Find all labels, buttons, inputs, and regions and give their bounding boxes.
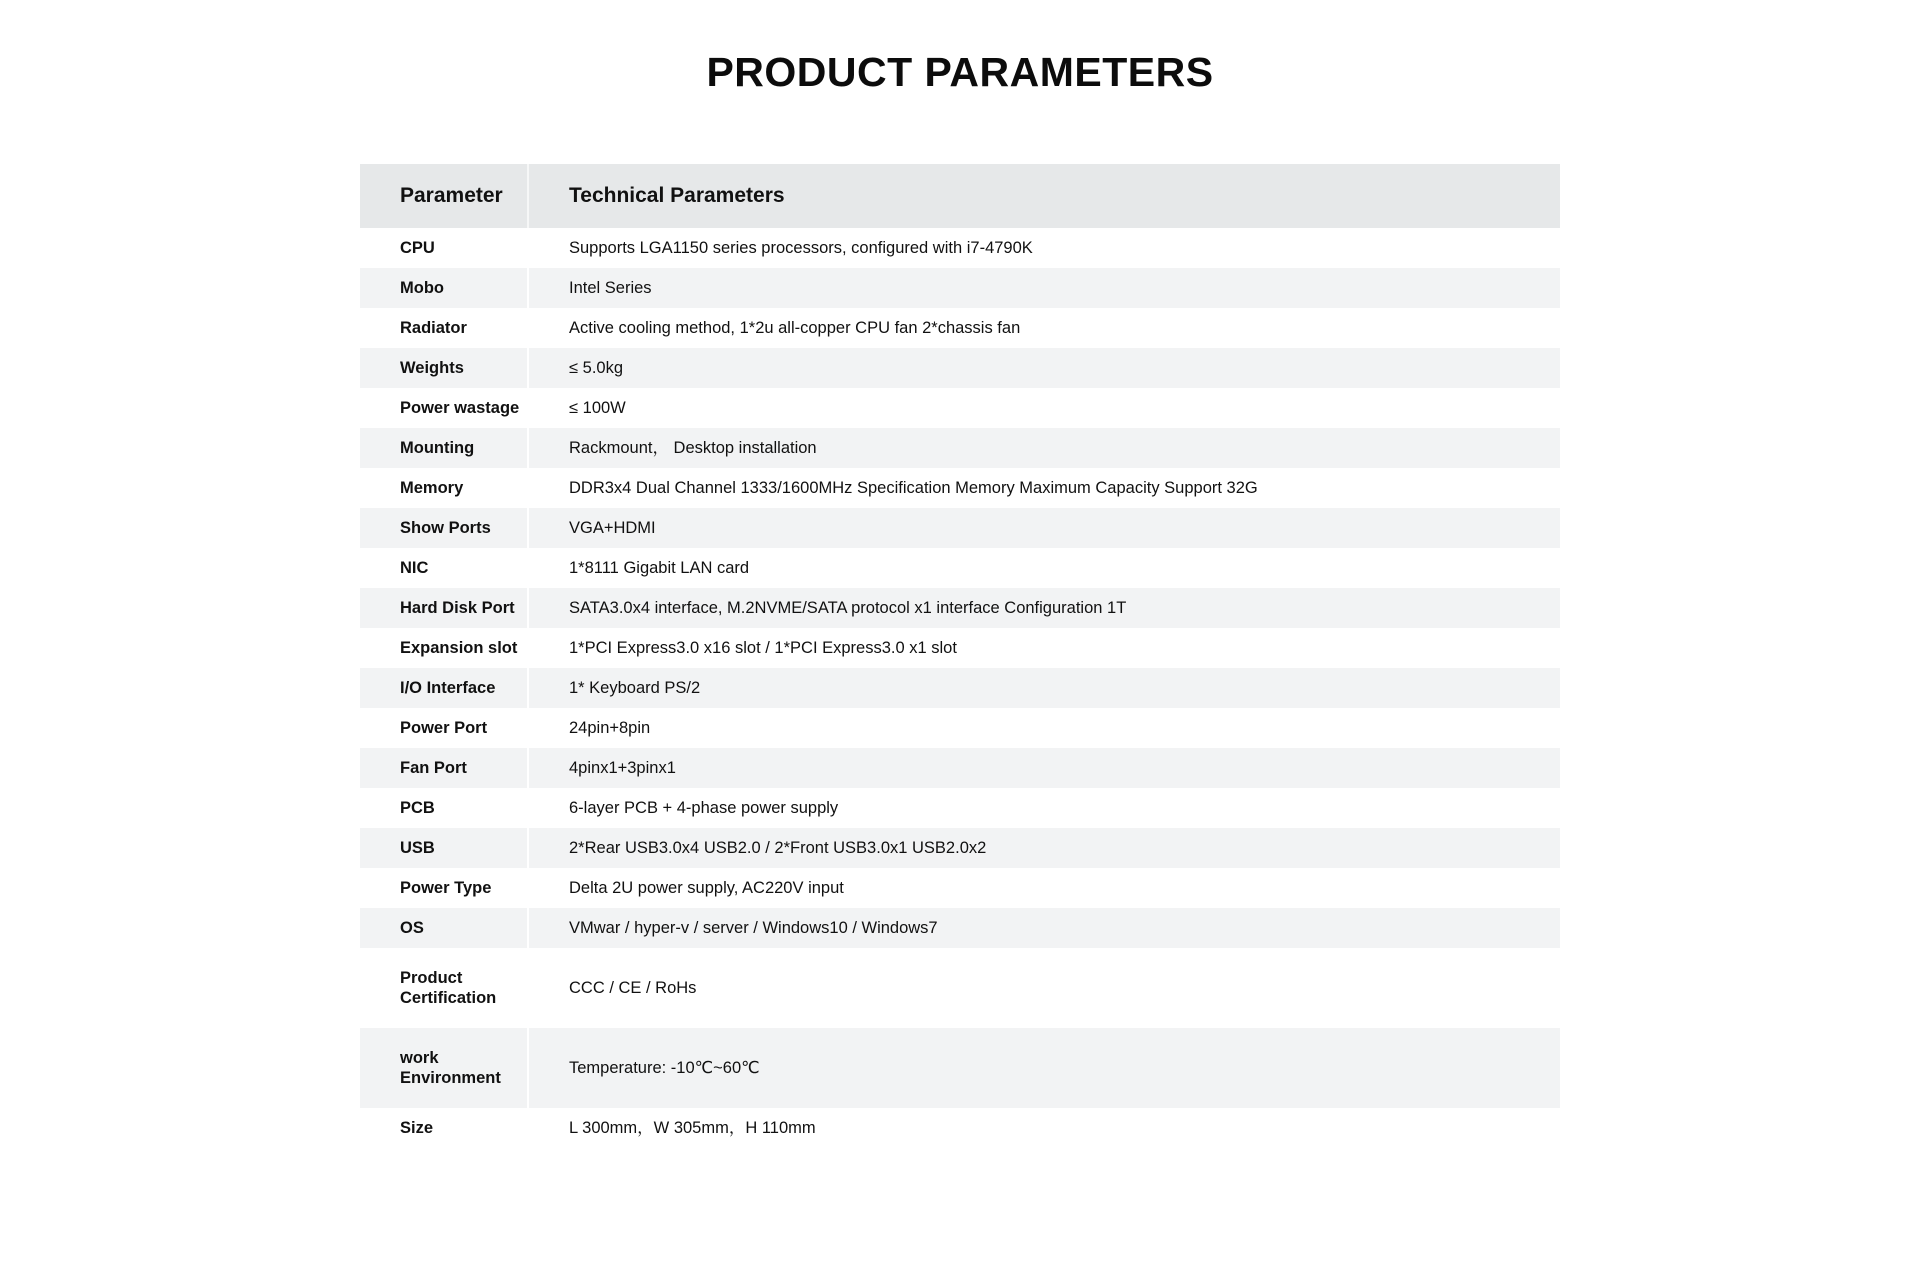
parameter-name: Power Type (360, 868, 528, 908)
parameter-name: Show Ports (360, 508, 528, 548)
table-row (360, 788, 1560, 828)
page-title: PRODUCT PARAMETERS (706, 49, 1214, 95)
table-row (360, 548, 1560, 588)
parameter-value: VMwar / hyper-v / server / Windows10 / Windows7 (528, 908, 1560, 948)
table-row (360, 708, 1560, 748)
parameter-name: Product Certification (360, 948, 528, 1028)
parameter-name: CPU (360, 228, 528, 268)
parameter-name: I/O Interface (360, 668, 528, 708)
table-row (360, 628, 1560, 668)
table-row (360, 668, 1560, 708)
table-row (360, 868, 1560, 908)
parameter-value: 1*PCI Express3.0 x16 slot / 1*PCI Express3.0 x1 slot (569, 639, 957, 657)
parameter-value: 6-layer PCB + 4-phase power supply (569, 799, 839, 817)
parameter-value: ≤ 5.0kg (528, 348, 1560, 388)
parameter-value: 24pin+8pin (569, 719, 651, 737)
parameters-table (360, 164, 1560, 1148)
parameter-value: 1* Keyboard PS/2 (528, 668, 1560, 708)
table-row (360, 908, 1560, 948)
parameter-value: L 300mm，W 305mm，H 110mm (569, 1119, 816, 1137)
column-header-parameter: Parameter (360, 164, 528, 228)
parameter-value: Delta 2U power supply, AC220V input (569, 879, 844, 897)
table-row (360, 348, 1560, 388)
parameter-name: Weights (360, 348, 528, 388)
parameter-name: Mounting (360, 428, 528, 468)
parameter-name: Memory (360, 468, 528, 508)
parameter-value: CCC / CE / RoHs (569, 979, 697, 997)
parameter-value: Temperature: -10℃~60℃ (528, 1028, 1560, 1108)
parameter-value: 1*8111 Gigabit LAN card (569, 559, 750, 577)
column-header-technical-parameters: Technical Parameters (528, 164, 1560, 228)
table-row (360, 1028, 1560, 1108)
table-row (360, 948, 1560, 1028)
table-row (360, 468, 1560, 508)
table-row (360, 428, 1560, 468)
parameter-name: Fan Port (360, 748, 528, 788)
parameter-name: Mobo (360, 268, 528, 308)
parameter-value: DDR3x4 Dual Channel 1333/1600MHz Specification Memory Maximum Capacity Support 32G (569, 479, 1258, 497)
parameter-value: SATA3.0x4 interface, M.2NVME/SATA protocol x1 interface Configuration 1T (528, 588, 1560, 628)
table-row (360, 828, 1560, 868)
parameter-name: Size (360, 1108, 528, 1148)
parameter-value: VGA+HDMI (528, 508, 1560, 548)
table-row (360, 508, 1560, 548)
parameter-value: Active cooling method, 1*2u all-copper CPU fan 2*chassis fan (569, 319, 1021, 337)
parameter-value: ≤ 100W (569, 399, 626, 417)
table-row (360, 588, 1560, 628)
parameter-name: Hard Disk Port (360, 588, 528, 628)
table-row (360, 388, 1560, 428)
parameter-value: Rackmount， Desktop installation (528, 428, 1560, 468)
parameter-value: 4pinx1+3pinx1 (528, 748, 1560, 788)
parameter-value: Intel Series (528, 268, 1560, 308)
parameter-name: Power Port (360, 708, 528, 748)
parameter-name: OS (360, 908, 528, 948)
parameter-name: NIC (360, 548, 528, 588)
parameter-value: 2*Rear USB3.0x4 USB2.0 / 2*Front USB3.0x1 USB2.0x2 (528, 828, 1560, 868)
parameter-name: Radiator (360, 308, 528, 348)
parameter-name: Expansion slot (360, 628, 528, 668)
parameter-name: USB (360, 828, 528, 868)
parameter-name: PCB (360, 788, 528, 828)
parameter-value: Supports LGA1150 series processors, configured with i7-4790K (569, 239, 1033, 257)
parameter-name: Power wastage (360, 388, 528, 428)
table-row (360, 748, 1560, 788)
table-row (360, 1108, 1560, 1148)
table-header-row (360, 164, 1560, 228)
parameter-name: work Environment (360, 1028, 528, 1108)
table-row (360, 268, 1560, 308)
table-row (360, 308, 1560, 348)
table-row (360, 228, 1560, 268)
